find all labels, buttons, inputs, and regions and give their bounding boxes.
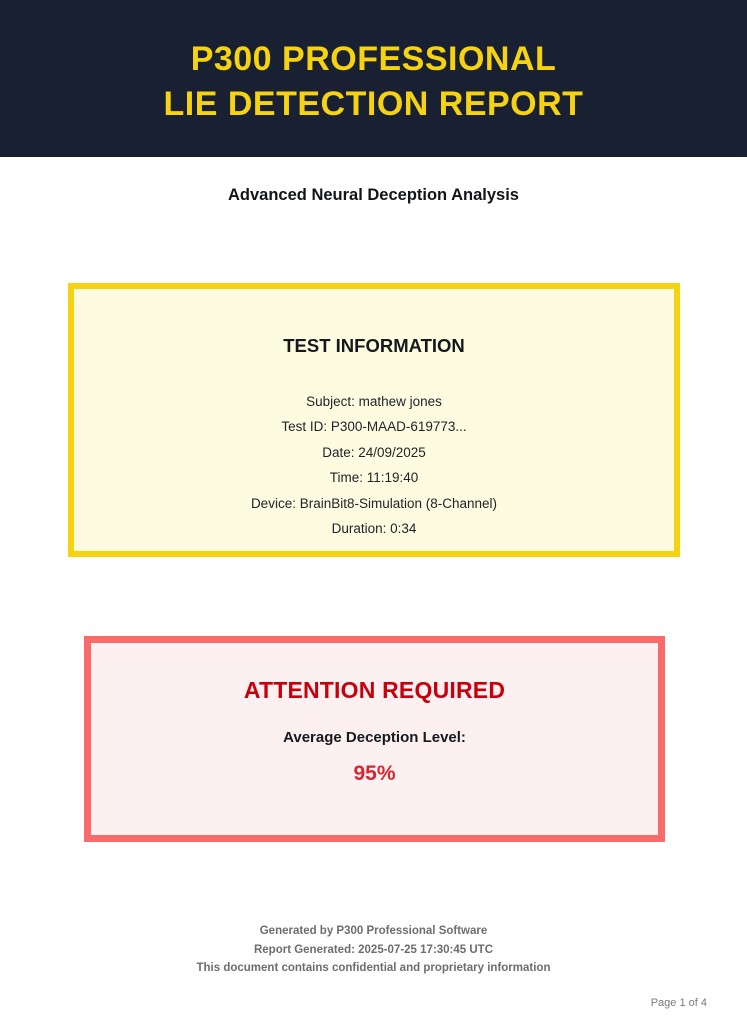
test-info-test-id: Test ID: P300-MAAD-619773... <box>281 419 467 435</box>
footer-generated-by: Generated by P300 Professional Software <box>259 925 488 937</box>
attention-required-panel <box>84 636 665 842</box>
test-info-time: Time: 11:19:40 <box>329 470 419 486</box>
test-information-details <box>74 389 674 541</box>
test-info-device: Device: BrainBit8-Simulation (8-Channel) <box>250 495 498 511</box>
test-information-heading: TEST INFORMATION <box>283 335 465 356</box>
test-info-subject: Subject: mathew jones <box>306 394 442 409</box>
test-info-date: Date: 24/09/2025 <box>322 444 426 460</box>
report-header-band <box>0 0 747 157</box>
test-info-duration: Duration: 0:34 <box>331 521 417 537</box>
report-footer <box>0 922 747 978</box>
average-deception-level-value: 95% <box>353 762 396 785</box>
test-information-panel <box>68 283 680 557</box>
footer-confidentiality-notice: This document contains confidential and proprietary information <box>196 962 551 975</box>
average-deception-level-label: Average Deception Level: <box>283 729 466 746</box>
attention-required-heading: ATTENTION REQUIRED <box>243 677 506 703</box>
report-title-line-1: P300 PROFESSIONAL <box>190 39 557 78</box>
report-title-line-2: LIE DETECTION REPORT <box>163 84 584 123</box>
page-indicator: Page 1 of 4 <box>650 997 707 1009</box>
report-subtitle: Advanced Neural Deception Analysis <box>228 186 519 204</box>
footer-generated-timestamp: Report Generated: 2025-07-25 17:30:45 UTC <box>253 943 494 956</box>
